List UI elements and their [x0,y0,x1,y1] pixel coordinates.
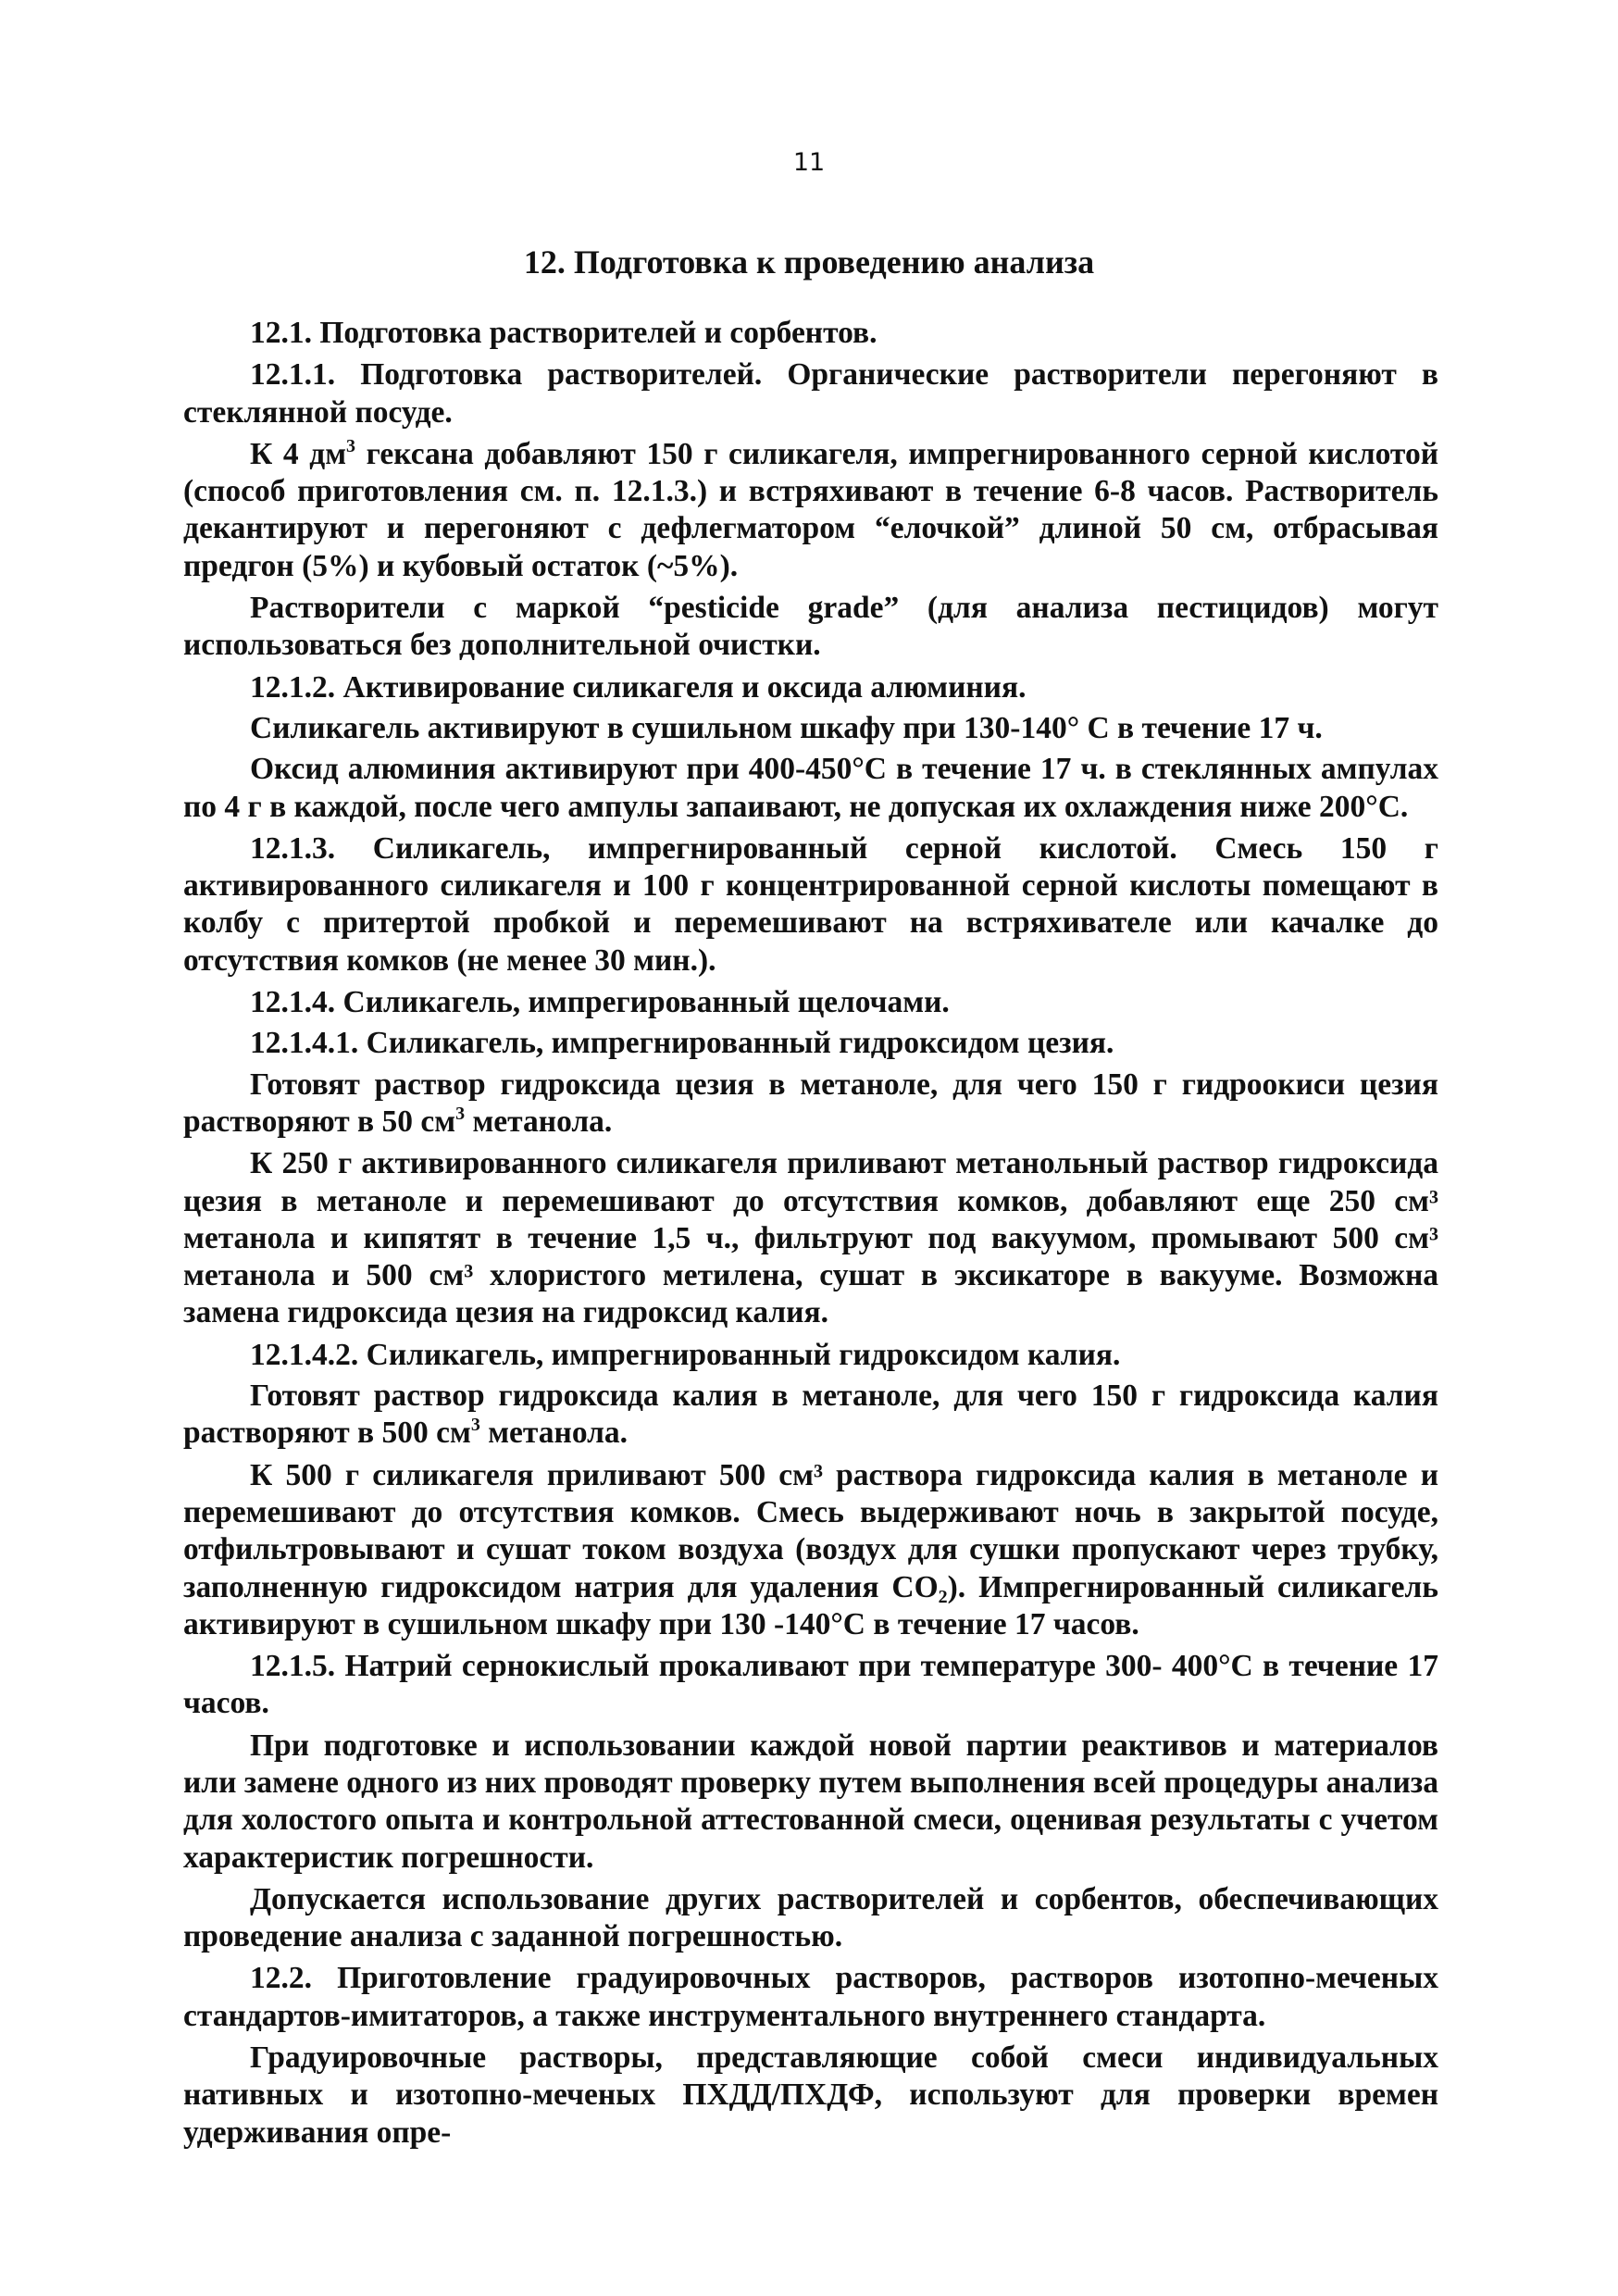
paragraph: 12.1.4. Силикагель, импрегированный щелочами. [250,985,950,1020]
paragraph: Силикагель активируют в сушильном шкафу при 130-140° С в течение 17 ч. [250,710,1323,745]
paragraph: 12.1.4.1. Силикагель, импрегнированный гидроксидом цезия. [250,1026,1114,1061]
section-heading: 12. Подготовка к проведению анализа [523,243,1095,281]
paragraph: К 500 г силикагеля приливают 500 см³ раствора гидроксида калия в метаноле и перемешивают до отсутствия комков. Смесь выдерживают ночь в закрытой посуде, отфильтровывают и сушат током воздуха (воздух для сушки пропускают через трубку, заполненную гидроксидом натрия для удаления $СО_2$). Импрегнированный силикагель активируют в сушильном шкафу при 130 -140°С в течение 17 часов. [183,1457,1438,1641]
paragraph: 12.2. Приготовление градуировочных растворов, растворов изотопно-меченых стандартов-имитаторов, а также инструментального внутреннего стандарта. [183,1961,1438,2033]
paragraph: Растворители с маркой “pesticide grade” (для анализа пестицидов) могут использоваться без дополнительной очистки. [183,591,1438,663]
paragraph: 12.1.2. Активирование силикагеля и оксида алюминия. [250,669,1027,705]
paragraph: Градуировочные растворы, представляющие собой смеси индивидуальных нативных и изотопно-меченых ПХДД/ПХДФ, используют для проверки времен удерживания опре- [183,2040,1438,2150]
page-number: 11 [792,148,826,177]
paragraph: 12.1.1. Подготовка растворителей. Органические растворители перегоняют в стеклянной посуде. [183,357,1438,430]
paragraph: Готовят раствор гидроксида калия в метаноле, для чего 150 г гидроксида калия растворяют в 500 $см^3$ метанола. [183,1379,1438,1451]
paragraph: 12.1. Подготовка растворителей и сорбентов. [250,316,877,350]
paragraph: При подготовке и использовании каждой новой партии реактивов и материалов или замене одного из них проводят проверку путем выполнения всей процедуры анализа для холостого опыта и контрольной аттестованной смеси, оценивая результаты с учетом характеристик погрешности. [183,1728,1438,1875]
body-text [183,315,1438,2156]
paragraph: 12.1.5. Натрий сернокислый прокаливают при температуре 300- 400°С в течение 17 часов. [183,1649,1438,1721]
paragraph: Оксид алюминия активируют при 400-450°С в течение 17 ч. в стеклянных ампулах по 4 г в каждой, после чего ампулы запаивают, не допуская их охлаждения ниже 200°С. [183,752,1438,824]
paragraph: К 4 $дм^3$ гексана добавляют 150 г силикагеля, импрегнированного серной кислотой (способ приготовления см. п. 12.1.3.) и встряхивают в течение 6-8 часов. Растворитель декантируют и перегоняют с дефлегматором “елочкой” длиной 50 см, отбрасывая предгон (5%) и кубовый остаток (~5%). [183,435,1438,583]
paragraph: Готовят раствор гидроксида цезия в метаноле, для чего 150 г гидроокиси цезия растворяют в 50 $см^3$ метанола. [183,1067,1438,1139]
paragraph: 12.1.3. Силикагель, импрегнированный серной кислотой. Смесь 150 г активированного силикагеля и 100 г концентрированной серной кислоты помещают в колбу с притертой пробкой и перемешивают на встряхивателе или качалке до отсутствия комков (не менее 30 мин.). [183,830,1438,978]
paragraph: 12.1.4.2. Силикагель, импрегнированный гидроксидом калия. [250,1337,1121,1372]
paragraph: К 250 г активированного силикагеля приливают метанольный раствор гидроксида цезия в метаноле и перемешивают до отсутствия комков, добавляют еще 250 см³ метанола и кипятят в течение 1,5 ч., фильтруют под вакуумом, промывают 500 см³ метанола и 500 см³ хлористого метилена, сушат в эксикаторе в вакууме. Возможна замена гидроксида цезия на гидроксид калия. [183,1146,1438,1330]
paragraph: Допускается использование других растворителей и сорбентов, обеспечивающих проведение анализа с заданной погрешностью. [183,1881,1438,1954]
